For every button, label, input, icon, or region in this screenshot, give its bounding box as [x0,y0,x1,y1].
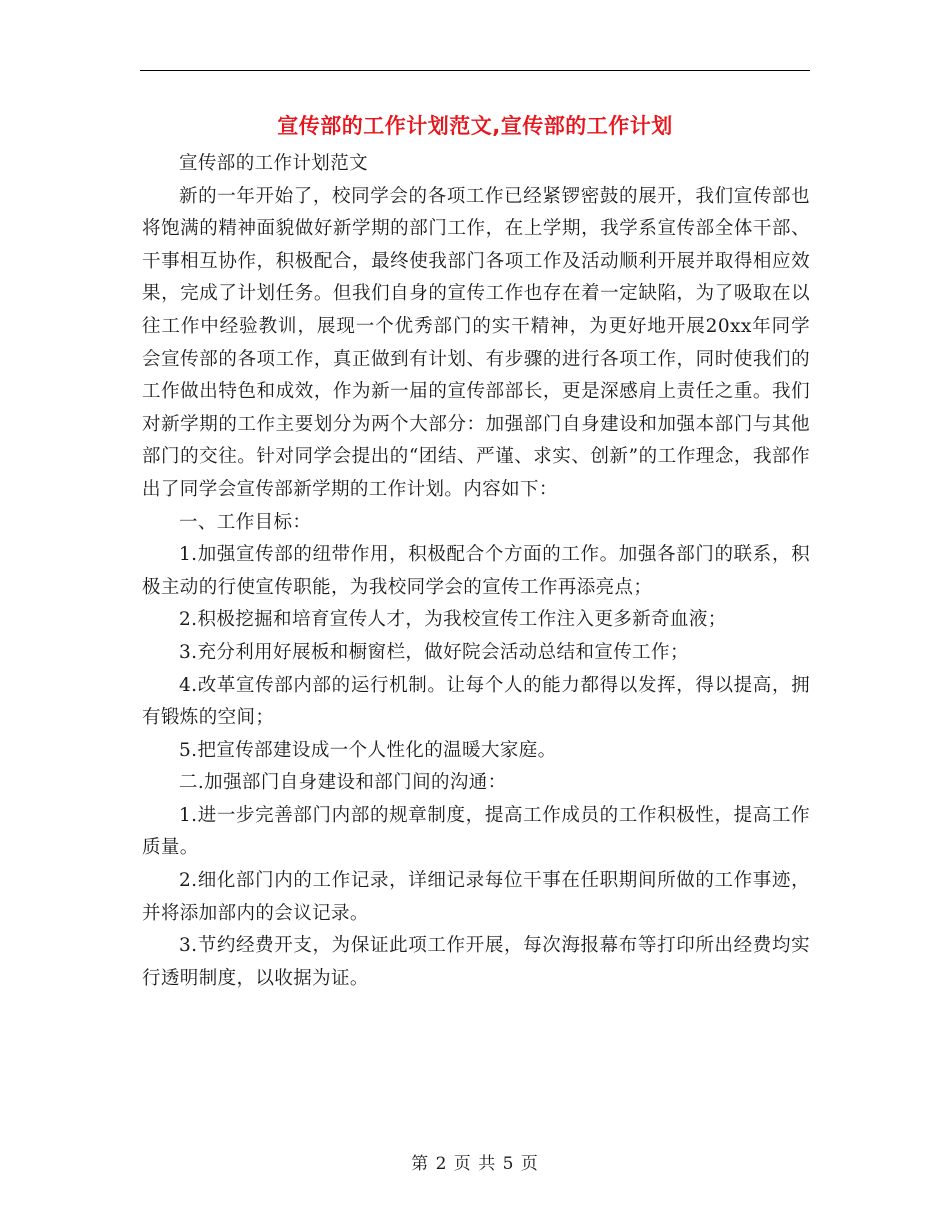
document-body [142,148,810,995]
header-rule [140,70,810,71]
building-item: 3.节约经费开支，为保证此项工作开展，每次海报幕布等打印所出经费均实行透明制度，以收据为证。 [142,935,810,989]
paragraph-intro: 新的一年开始了，校同学会的各项工作已经紧锣密鼓的展开，我们宣传部也将饱满的精神面貌做好新学期的部门工作，在上学期，我学系宣传部全体干部、干事相互协作，积极配合，最终使我部门各项工作及活动顺利开展并取得相应效果，完成了计划任务。但我们自身的宣传工作也存在着一定缺陷，为了吸取在以往工作中经验教训，展现一个优秀部门的实干精神，为更好地开展20xx年同学会宣传部的各项工作，真正做到有计划、有步骤的进行各项工作，同时使我们的工作做出特色和成效，作为新一届的宣传部部长，更是深感肩上责任之重。我们对新学期的工作主要划分为两个大部分：加强部门自身建设和加强本部门与其他部门的交往。针对同学会提出的“团结、严谨、求实、创新”的工作理念，我部作出了同学会宣传部新学期的工作计划。内容如下： [142,185,810,500]
document-title: 宣传部的工作计划范文,宣传部的工作计划 [277,114,673,138]
paragraph-subtitle: 宣传部的工作计划范文 [179,153,369,174]
building-item: 2.细化部门内的工作记录，详细记录每位干事在任职期间所做的工作事迹，并将添加部内的会议记录。 [142,870,810,924]
building-item: 1.进一步完善部门内部的规章制度，提高工作成员的工作积极性，提高工作质量。 [142,804,810,859]
goal-item: 1.加强宣传部的纽带作用，积极配合个方面的工作。加强各部门的联系，积极主动的行使宣传职能，为我校同学会的宣传工作再添亮点； [142,544,810,598]
goal-item: 5.把宣传部建设成一个人性化的温暖大家庭。 [179,739,557,761]
goal-item: 2.积极挖掘和培育宣传人才，为我校宣传工作注入更多新奇血液； [179,609,727,631]
goal-item: 4.改革宣传部内部的运行机制。让每个人的能力都得以发挥，得以提高，拥有锻炼的空间； [142,674,810,729]
page-number: 第 2 页 共 5 页 [411,1154,539,1174]
goal-item: 3.充分利用好展板和橱窗栏，做好院会活动总结和宣传工作； [179,641,689,663]
section-heading-building: 二.加强部门自身建设和部门间的沟通： [179,772,507,794]
section-heading-goals: 一、工作目标： [179,511,312,533]
